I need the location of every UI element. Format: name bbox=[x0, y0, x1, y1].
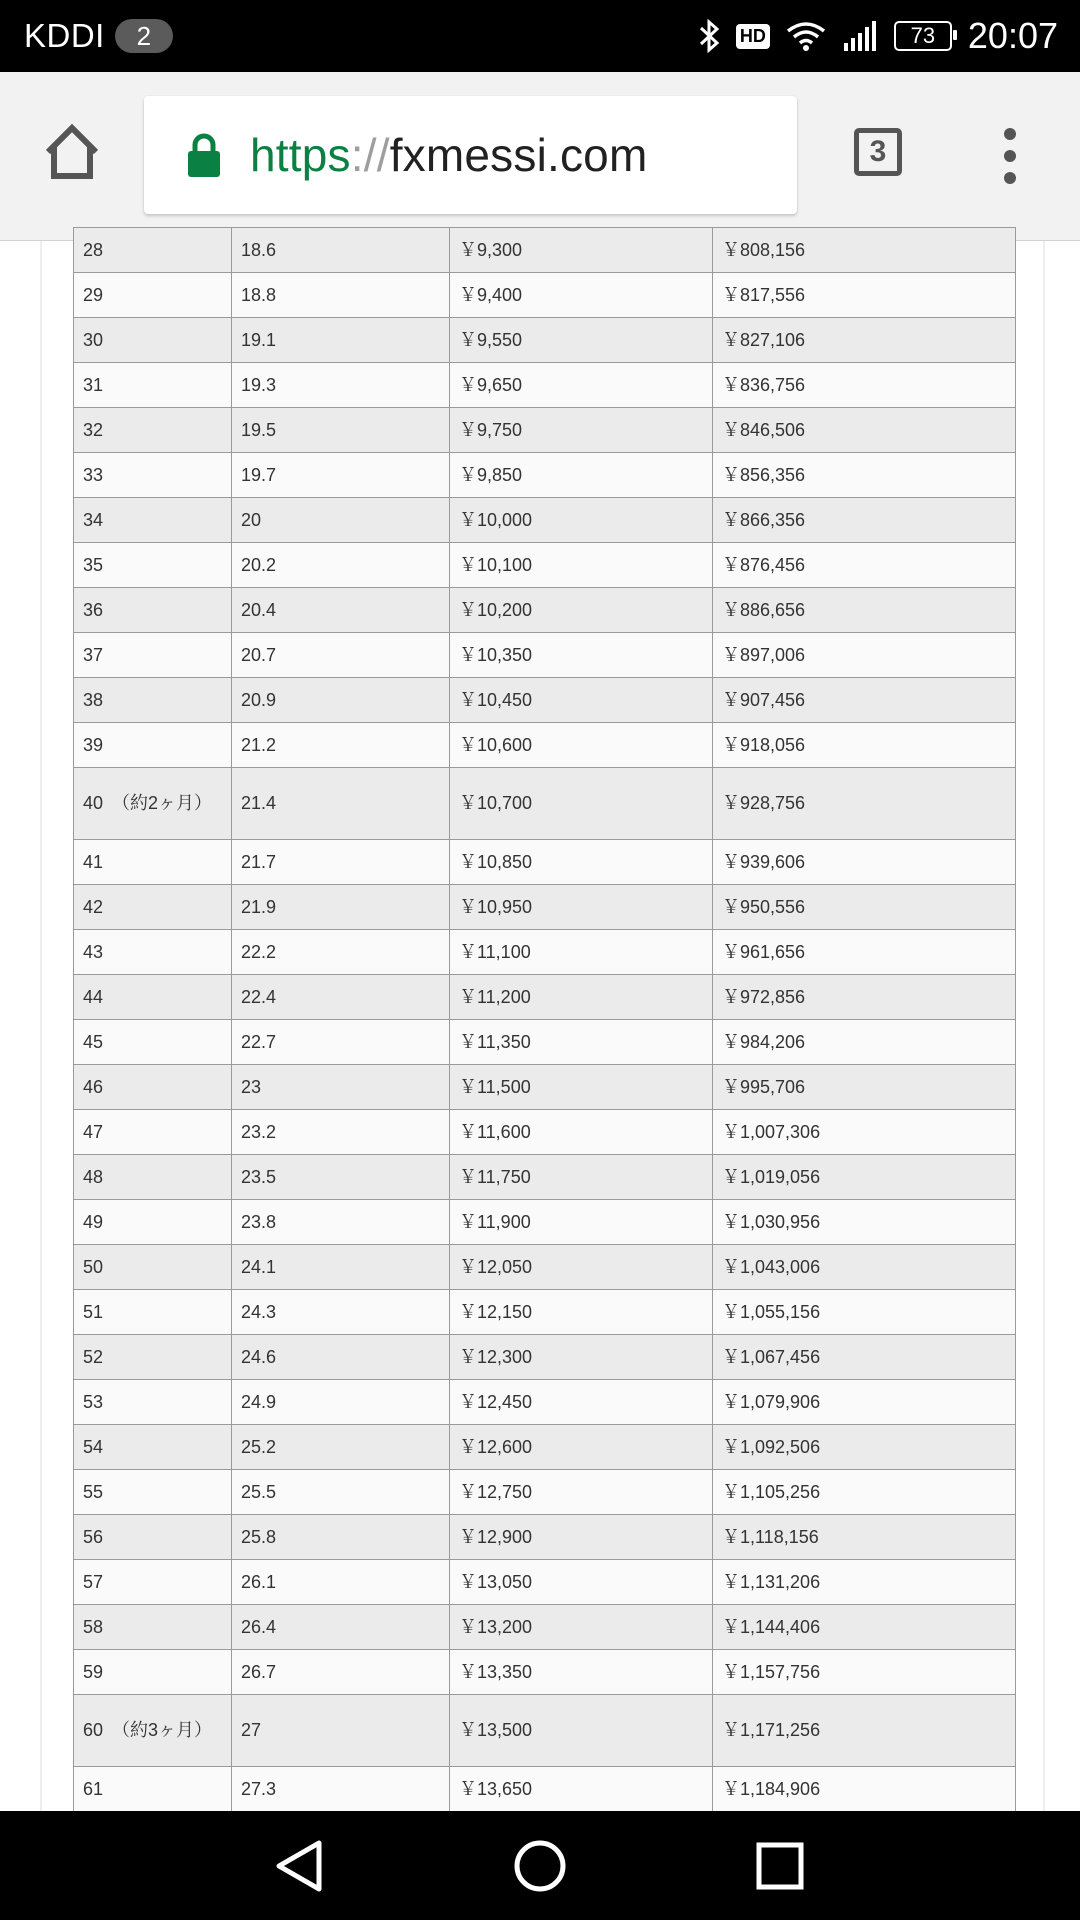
table-cell-lots: 19.5 bbox=[232, 408, 450, 453]
table-cell-profit: ￥12,150 bbox=[450, 1290, 713, 1335]
table-row bbox=[74, 1767, 1016, 1812]
table-row bbox=[74, 1650, 1016, 1695]
table-cell-lots: 19.7 bbox=[232, 453, 450, 498]
table-row bbox=[74, 588, 1016, 633]
back-icon[interactable] bbox=[273, 1839, 327, 1893]
table-cell-lots: 19.1 bbox=[232, 318, 450, 363]
clock: 20:07 bbox=[967, 15, 1058, 56]
table-cell-lots: 22.7 bbox=[232, 1020, 450, 1065]
table-cell-profit: ￥9,300 bbox=[450, 228, 713, 273]
table-cell-day: 57 bbox=[74, 1560, 232, 1605]
table-row bbox=[74, 885, 1016, 930]
table-cell-lots: 24.6 bbox=[232, 1335, 450, 1380]
table-cell-profit: ￥13,500 bbox=[450, 1695, 713, 1767]
table-cell-day: 42 bbox=[74, 885, 232, 930]
url-text[interactable] bbox=[250, 128, 647, 182]
table-cell-profit: ￥10,200 bbox=[450, 588, 713, 633]
table-cell-lots: 26.7 bbox=[232, 1650, 450, 1695]
table-row bbox=[74, 1065, 1016, 1110]
table-cell-total: ￥808,156 bbox=[713, 228, 1016, 273]
table-cell-total: ￥886,656 bbox=[713, 588, 1016, 633]
table-cell-lots: 20.4 bbox=[232, 588, 450, 633]
table-cell-profit: ￥10,700 bbox=[450, 768, 713, 840]
table-cell-total: ￥972,856 bbox=[713, 975, 1016, 1020]
home-icon[interactable] bbox=[40, 120, 104, 184]
table-cell-lots: 20.9 bbox=[232, 678, 450, 723]
table-cell-lots: 18.8 bbox=[232, 273, 450, 318]
table-cell-lots: 21.2 bbox=[232, 723, 450, 768]
table-cell-day: 34 bbox=[74, 498, 232, 543]
home-circle-icon[interactable] bbox=[513, 1839, 567, 1893]
table-cell-total: ￥866,356 bbox=[713, 498, 1016, 543]
table-cell-total: ￥1,019,056 bbox=[713, 1155, 1016, 1200]
table-cell-profit: ￥9,550 bbox=[450, 318, 713, 363]
table-cell-total: ￥897,006 bbox=[713, 633, 1016, 678]
profit-table bbox=[73, 227, 1016, 1857]
table-cell-total: ￥1,092,506 bbox=[713, 1425, 1016, 1470]
table-cell-profit: ￥9,400 bbox=[450, 273, 713, 318]
table-cell-lots: 24.9 bbox=[232, 1380, 450, 1425]
address-bar[interactable] bbox=[144, 96, 797, 214]
table-cell-total: ￥1,030,956 bbox=[713, 1200, 1016, 1245]
table-cell-day: 44 bbox=[74, 975, 232, 1020]
table-row bbox=[74, 273, 1016, 318]
table-cell-total: ￥876,456 bbox=[713, 543, 1016, 588]
table-cell-day: 53 bbox=[74, 1380, 232, 1425]
table-cell-profit: ￥10,850 bbox=[450, 840, 713, 885]
table-cell-total: ￥1,055,156 bbox=[713, 1290, 1016, 1335]
table-cell-lots: 23.5 bbox=[232, 1155, 450, 1200]
table-cell-profit: ￥9,850 bbox=[450, 453, 713, 498]
table-cell-profit: ￥9,750 bbox=[450, 408, 713, 453]
table-row bbox=[74, 1290, 1016, 1335]
table-row bbox=[74, 1200, 1016, 1245]
table-cell-profit: ￥12,450 bbox=[450, 1380, 713, 1425]
table-row bbox=[74, 1245, 1016, 1290]
navigation-bar bbox=[0, 1811, 1080, 1920]
table-cell-profit: ￥10,350 bbox=[450, 633, 713, 678]
table-cell-total: ￥1,171,256 bbox=[713, 1695, 1016, 1767]
table-cell-profit: ￥11,500 bbox=[450, 1065, 713, 1110]
table-cell-day: 54 bbox=[74, 1425, 232, 1470]
table-row bbox=[74, 498, 1016, 543]
table-row bbox=[74, 930, 1016, 975]
page-edge-right bbox=[1043, 241, 1045, 1811]
table-cell-total: ￥907,456 bbox=[713, 678, 1016, 723]
profit-table-body bbox=[74, 228, 1016, 1857]
table-row bbox=[74, 1425, 1016, 1470]
menu-dot bbox=[1004, 172, 1016, 184]
table-cell-profit: ￥13,350 bbox=[450, 1650, 713, 1695]
table-row bbox=[74, 453, 1016, 498]
menu-dot bbox=[1004, 150, 1016, 162]
table-cell-total: ￥827,106 bbox=[713, 318, 1016, 363]
table-row bbox=[74, 408, 1016, 453]
table-row bbox=[74, 318, 1016, 363]
table-row bbox=[74, 723, 1016, 768]
table-cell-lots: 24.3 bbox=[232, 1290, 450, 1335]
table-cell-total: ￥817,556 bbox=[713, 273, 1016, 318]
table-row bbox=[74, 1380, 1016, 1425]
url-host: fxmessi.com bbox=[389, 129, 648, 181]
table-cell-day: 28 bbox=[74, 228, 232, 273]
table-cell-day: 52 bbox=[74, 1335, 232, 1380]
table-cell-lots: 18.6 bbox=[232, 228, 450, 273]
table-cell-lots: 22.4 bbox=[232, 975, 450, 1020]
table-cell-total: ￥1,157,756 bbox=[713, 1650, 1016, 1695]
table-cell-profit: ￥10,100 bbox=[450, 543, 713, 588]
table-cell-lots: 25.2 bbox=[232, 1425, 450, 1470]
table-cell-lots: 20.2 bbox=[232, 543, 450, 588]
table-cell-profit: ￥13,200 bbox=[450, 1605, 713, 1650]
hd-voice-icon: HD bbox=[736, 24, 770, 49]
notification-count-badge: 2 bbox=[115, 19, 173, 53]
table-cell-total: ￥939,606 bbox=[713, 840, 1016, 885]
table-cell-total: ￥1,079,906 bbox=[713, 1380, 1016, 1425]
table-row bbox=[74, 678, 1016, 723]
table-cell-total: ￥928,756 bbox=[713, 768, 1016, 840]
status-bar bbox=[0, 0, 1080, 72]
table-cell-total: ￥1,118,156 bbox=[713, 1515, 1016, 1560]
table-cell-lots: 25.8 bbox=[232, 1515, 450, 1560]
table-cell-day: 37 bbox=[74, 633, 232, 678]
table-cell-total: ￥1,184,906 bbox=[713, 1767, 1016, 1812]
table-cell-lots: 23.2 bbox=[232, 1110, 450, 1155]
table-cell-day: 31 bbox=[74, 363, 232, 408]
table-cell-total: ￥1,131,206 bbox=[713, 1560, 1016, 1605]
table-cell-lots: 26.4 bbox=[232, 1605, 450, 1650]
table-cell-profit: ￥12,750 bbox=[450, 1470, 713, 1515]
table-cell-day: 30 bbox=[74, 318, 232, 363]
table-cell-day: 39 bbox=[74, 723, 232, 768]
table-cell-lots: 21.4 bbox=[232, 768, 450, 840]
table-row bbox=[74, 768, 1016, 840]
table-cell-profit: ￥12,600 bbox=[450, 1425, 713, 1470]
status-icons bbox=[698, 15, 1058, 57]
table-cell-day: 47 bbox=[74, 1110, 232, 1155]
table-cell-day: 40 （約2ヶ月） bbox=[74, 768, 232, 840]
table-cell-total: ￥856,356 bbox=[713, 453, 1016, 498]
table-cell-profit: ￥11,100 bbox=[450, 930, 713, 975]
table-cell-profit: ￥11,600 bbox=[450, 1110, 713, 1155]
table-cell-lots: 25.5 bbox=[232, 1470, 450, 1515]
table-cell-profit: ￥9,650 bbox=[450, 363, 713, 408]
table-cell-profit: ￥10,950 bbox=[450, 885, 713, 930]
overflow-menu-icon[interactable] bbox=[996, 128, 1024, 184]
table-cell-lots: 26.1 bbox=[232, 1560, 450, 1605]
table-cell-day: 49 bbox=[74, 1200, 232, 1245]
table-row bbox=[74, 1155, 1016, 1200]
table-cell-day: 50 bbox=[74, 1245, 232, 1290]
recents-icon[interactable] bbox=[753, 1839, 807, 1893]
table-cell-profit: ￥11,200 bbox=[450, 975, 713, 1020]
page-edge-left bbox=[40, 241, 42, 1811]
table-row bbox=[74, 543, 1016, 588]
table-row bbox=[74, 840, 1016, 885]
lock-icon bbox=[186, 132, 222, 178]
table-cell-day: 29 bbox=[74, 273, 232, 318]
table-cell-day: 60 （約3ヶ月） bbox=[74, 1695, 232, 1767]
table-cell-profit: ￥11,750 bbox=[450, 1155, 713, 1200]
web-content[interactable] bbox=[0, 241, 1080, 1811]
url-separator: :// bbox=[350, 129, 390, 181]
table-cell-total: ￥984,206 bbox=[713, 1020, 1016, 1065]
bluetooth-icon bbox=[698, 19, 720, 53]
table-cell-day: 35 bbox=[74, 543, 232, 588]
table-cell-total: ￥918,056 bbox=[713, 723, 1016, 768]
battery-icon: 73 bbox=[894, 21, 952, 51]
table-cell-day: 59 bbox=[74, 1650, 232, 1695]
table-cell-day: 51 bbox=[74, 1290, 232, 1335]
table-cell-lots: 21.9 bbox=[232, 885, 450, 930]
table-cell-profit: ￥10,450 bbox=[450, 678, 713, 723]
table-cell-profit: ￥11,350 bbox=[450, 1020, 713, 1065]
table-cell-day: 55 bbox=[74, 1470, 232, 1515]
table-cell-day: 38 bbox=[74, 678, 232, 723]
wifi-icon bbox=[786, 21, 826, 51]
table-row bbox=[74, 363, 1016, 408]
table-row bbox=[74, 633, 1016, 678]
table-cell-lots: 20.7 bbox=[232, 633, 450, 678]
table-cell-profit: ￥12,050 bbox=[450, 1245, 713, 1290]
url-scheme: https bbox=[250, 129, 351, 181]
table-cell-lots: 23.8 bbox=[232, 1200, 450, 1245]
table-row bbox=[74, 975, 1016, 1020]
table-cell-total: ￥995,706 bbox=[713, 1065, 1016, 1110]
table-cell-lots: 27 bbox=[232, 1695, 450, 1767]
table-cell-lots: 23 bbox=[232, 1065, 450, 1110]
table-cell-total: ￥1,043,006 bbox=[713, 1245, 1016, 1290]
table-cell-total: ￥836,756 bbox=[713, 363, 1016, 408]
table-cell-day: 46 bbox=[74, 1065, 232, 1110]
table-row bbox=[74, 228, 1016, 273]
table-cell-profit: ￥13,650 bbox=[450, 1767, 713, 1812]
table-cell-lots: 22.2 bbox=[232, 930, 450, 975]
table-cell-total: ￥950,556 bbox=[713, 885, 1016, 930]
table-cell-profit: ￥13,050 bbox=[450, 1560, 713, 1605]
carrier-name: KDDI bbox=[24, 17, 105, 54]
table-row bbox=[74, 1695, 1016, 1767]
table-cell-profit: ￥11,900 bbox=[450, 1200, 713, 1245]
table-cell-total: ￥1,067,456 bbox=[713, 1335, 1016, 1380]
table-cell-total: ￥1,144,406 bbox=[713, 1605, 1016, 1650]
table-row bbox=[74, 1560, 1016, 1605]
table-cell-total: ￥846,506 bbox=[713, 408, 1016, 453]
table-row bbox=[74, 1110, 1016, 1155]
table-cell-lots: 19.3 bbox=[232, 363, 450, 408]
table-cell-profit: ￥10,600 bbox=[450, 723, 713, 768]
tab-switcher-button[interactable]: 3 bbox=[854, 128, 902, 176]
table-cell-day: 56 bbox=[74, 1515, 232, 1560]
table-row bbox=[74, 1020, 1016, 1065]
table-cell-day: 45 bbox=[74, 1020, 232, 1065]
table-row bbox=[74, 1605, 1016, 1650]
table-cell-total: ￥1,007,306 bbox=[713, 1110, 1016, 1155]
table-cell-day: 41 bbox=[74, 840, 232, 885]
browser-toolbar bbox=[0, 72, 1080, 241]
table-cell-profit: ￥12,300 bbox=[450, 1335, 713, 1380]
table-cell-day: 61 bbox=[74, 1767, 232, 1812]
table-cell-day: 48 bbox=[74, 1155, 232, 1200]
table-cell-profit: ￥10,000 bbox=[450, 498, 713, 543]
table-row bbox=[74, 1470, 1016, 1515]
table-cell-day: 43 bbox=[74, 930, 232, 975]
table-cell-lots: 21.7 bbox=[232, 840, 450, 885]
table-cell-day: 58 bbox=[74, 1605, 232, 1650]
table-cell-lots: 24.1 bbox=[232, 1245, 450, 1290]
signal-icon bbox=[842, 21, 878, 51]
table-cell-day: 36 bbox=[74, 588, 232, 633]
table-cell-lots: 20 bbox=[232, 498, 450, 543]
table-cell-lots: 27.3 bbox=[232, 1767, 450, 1812]
table-cell-day: 32 bbox=[74, 408, 232, 453]
menu-dot bbox=[1004, 128, 1016, 140]
table-row bbox=[74, 1515, 1016, 1560]
table-cell-profit: ￥12,900 bbox=[450, 1515, 713, 1560]
table-cell-day: 33 bbox=[74, 453, 232, 498]
table-cell-total: ￥1,105,256 bbox=[713, 1470, 1016, 1515]
table-row bbox=[74, 1335, 1016, 1380]
table-cell-total: ￥961,656 bbox=[713, 930, 1016, 975]
